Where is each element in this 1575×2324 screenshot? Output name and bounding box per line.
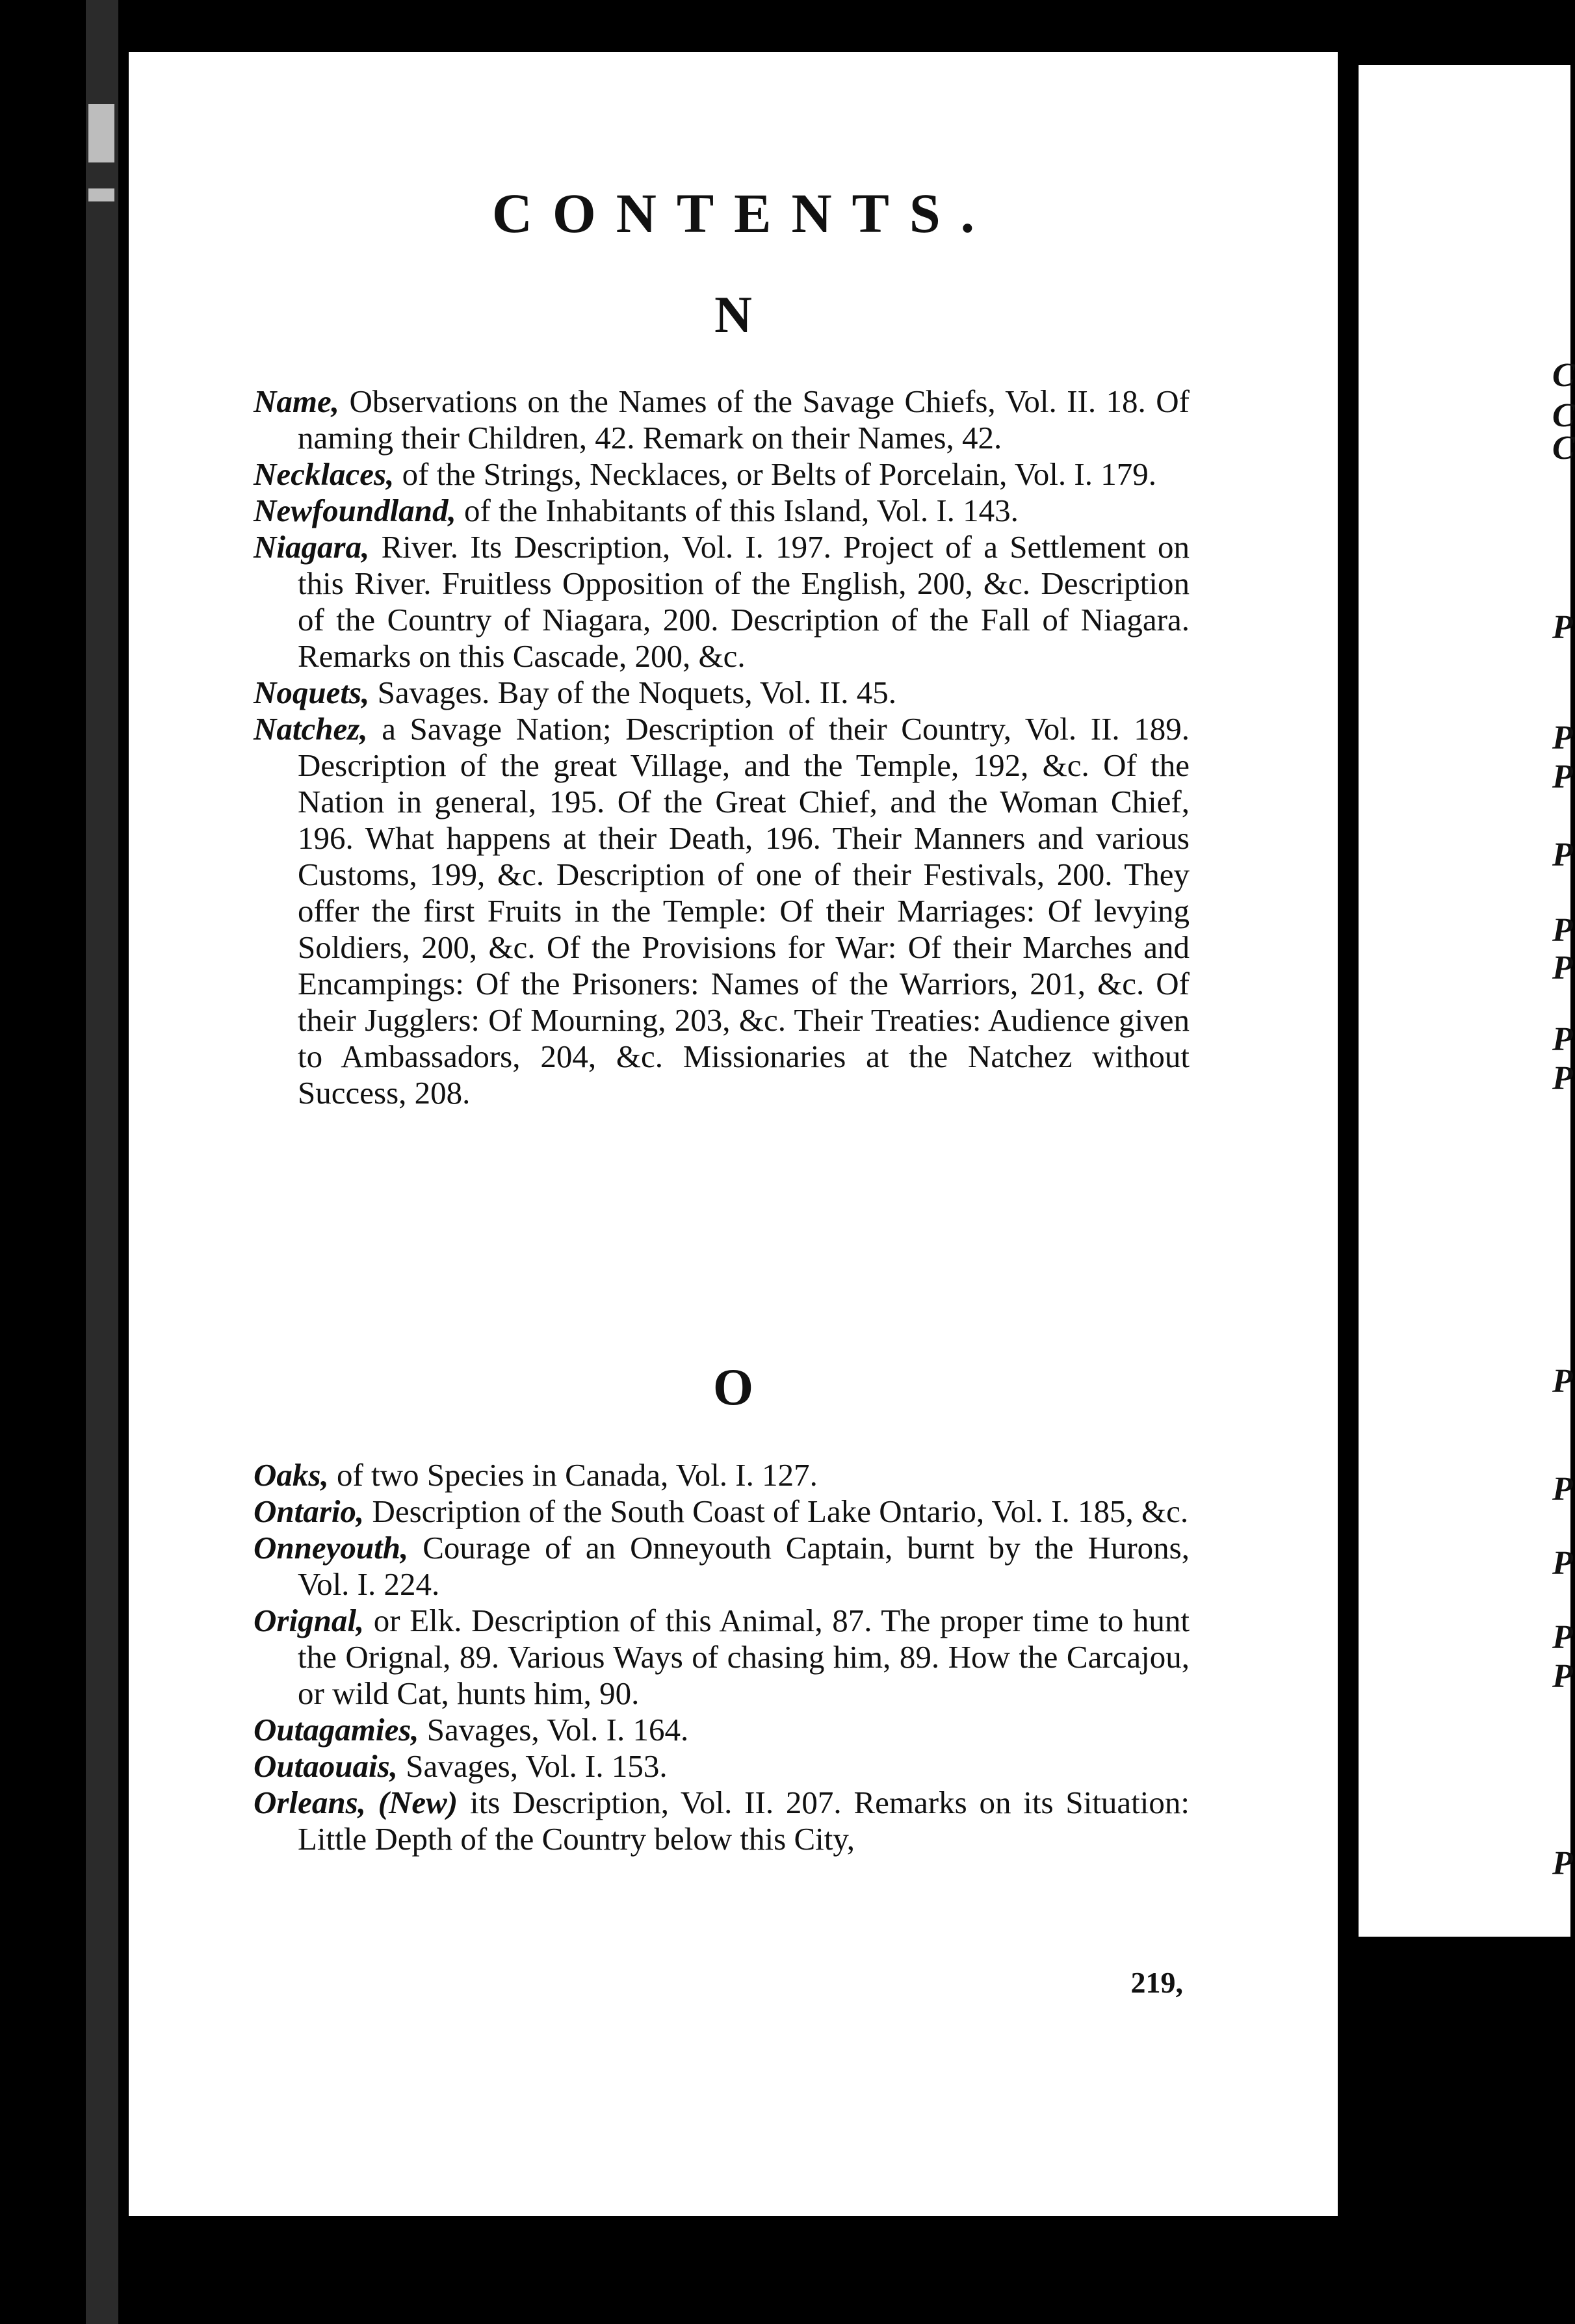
entry-term: Onneyouth,	[254, 1530, 409, 1566]
book-page	[129, 52, 1338, 2216]
index-entry	[254, 711, 1190, 1111]
binding-highlight	[88, 104, 114, 162]
facing-page-letter: P	[1552, 1845, 1573, 1882]
index-entry	[254, 1712, 1190, 1748]
index-entry	[254, 1603, 1190, 1712]
entry-text: of the Strings, Necklaces, or Belts of Porcelain, Vol. I. 179.	[394, 456, 1156, 492]
index-entry	[254, 1748, 1190, 1785]
entry-term: Oaks,	[254, 1457, 329, 1493]
entry-term: Outagamies,	[254, 1712, 419, 1748]
facing-page-letter: P	[1552, 1060, 1573, 1097]
entry-text: Description of the South Coast of Lake Ontario, Vol. I. 185, &c.	[364, 1493, 1189, 1529]
index-entry	[254, 675, 1190, 711]
facing-page-letter: P	[1552, 1363, 1573, 1400]
index-entry	[254, 1457, 1190, 1493]
entry-term: Ontario,	[254, 1493, 365, 1529]
facing-page-letter: C	[1552, 357, 1575, 394]
index-entry	[254, 1785, 1190, 1857]
entry-term: Outaouais,	[254, 1748, 398, 1784]
facing-page-edge	[1359, 65, 1570, 1937]
entry-text: Savages. Bay of the Noquets, Vol. II. 45.	[369, 675, 897, 710]
facing-page-letter: P	[1552, 1471, 1573, 1508]
entry-text: Savages, Vol. I. 153.	[397, 1748, 668, 1784]
facing-page-letter: P	[1552, 609, 1573, 646]
section-letter-o: O	[712, 1359, 754, 1416]
facing-page-letter: P	[1552, 719, 1573, 756]
index-entry	[254, 1530, 1190, 1603]
page-title: CONTENTS.	[491, 182, 995, 244]
entry-text: Savages, Vol. I. 164.	[419, 1712, 689, 1748]
facing-page-letter: P	[1552, 1658, 1573, 1695]
entry-text: a Savage Nation; Description of their Country, Vol. II. 189. Description of the great Village, and the Temple, 192, &c. Of the Nation in general, 195. Of the Great Chief, and the Woman Chief, 196. What happens at their Death, 196. Their Manners and various Customs, 199, &c. Description of one of their Festivals, 200. They offer the first Fruits in the Temple: Of their Marriages: Of levying Soldiers, 200, &c. Of the Provisions for War: Of their Marches and Encampings: Of the Prisoners: Names of the Warriors, 201, &c. Of their Jugglers: Of Mourning, 203, &c. Their Treaties: Audience given to Ambassadors, 204, &c. Missionaries at the Natchez without Success, 208.	[298, 711, 1190, 1111]
entry-term: Orleans, (New)	[254, 1785, 458, 1820]
index-entry	[254, 383, 1190, 456]
entry-text: Observations on the Names of the Savage Chiefs, Vol. II. 18. Of naming their Children, 42. Remark on their Names, 42.	[298, 383, 1190, 456]
index-entry	[254, 493, 1190, 529]
entry-text: of two Species in Canada, Vol. I. 127.	[328, 1457, 818, 1493]
entry-term: Orignal,	[254, 1603, 365, 1638]
facing-page-letter: P	[1552, 836, 1573, 873]
facing-page-letter: P	[1552, 912, 1573, 949]
facing-page-letter: P	[1552, 758, 1573, 795]
facing-page-letter: P	[1552, 1619, 1573, 1656]
book-binding	[86, 0, 118, 2324]
page-number: 219,	[1130, 1966, 1183, 1999]
entry-text: of the Inhabitants of this Island, Vol. I. 143.	[456, 493, 1019, 528]
index-entry	[254, 529, 1190, 675]
entry-list-o	[254, 1457, 1190, 1857]
facing-page-letter: P	[1552, 1545, 1573, 1582]
entry-term: Noquets,	[254, 675, 370, 710]
entry-text: River. Its Description, Vol. I. 197. Project of a Settlement on this River. Fruitless Opposition of the English, 200, &c. Description of the Country of Niagara, 200. Description of the Fall of Niagara. Remarks on this Cascade, 200, &c.	[298, 529, 1190, 674]
entry-term: Name,	[254, 383, 339, 419]
index-entry	[254, 456, 1190, 493]
entry-term: Niagara,	[254, 529, 370, 565]
facing-page-letter: P	[1552, 949, 1573, 987]
entry-term: Necklaces,	[254, 456, 395, 492]
index-entry	[254, 1493, 1190, 1530]
entry-text: Courage of an Onneyouth Captain, burnt by the Hurons, Vol. I. 224.	[298, 1530, 1190, 1602]
facing-page-letter: C	[1552, 430, 1575, 467]
facing-page-letter: P	[1552, 1021, 1573, 1058]
binding-highlight	[88, 188, 114, 201]
section-letter-n: N	[714, 287, 752, 344]
facing-page-letter: C	[1552, 397, 1575, 434]
entry-text: its Description, Vol. II. 207. Remarks on its Situation: Little Depth of the Country below this City,	[298, 1785, 1190, 1857]
entry-term: Natchez,	[254, 711, 368, 747]
entry-term: Newfoundland,	[254, 493, 456, 528]
entry-list-n	[254, 383, 1190, 1111]
entry-text: or Elk. Description of this Animal, 87. The proper time to hunt the Orignal, 89. Various Ways of chasing him, 89. How the Carcajou, or wild Cat, hunts him, 90.	[298, 1603, 1190, 1711]
